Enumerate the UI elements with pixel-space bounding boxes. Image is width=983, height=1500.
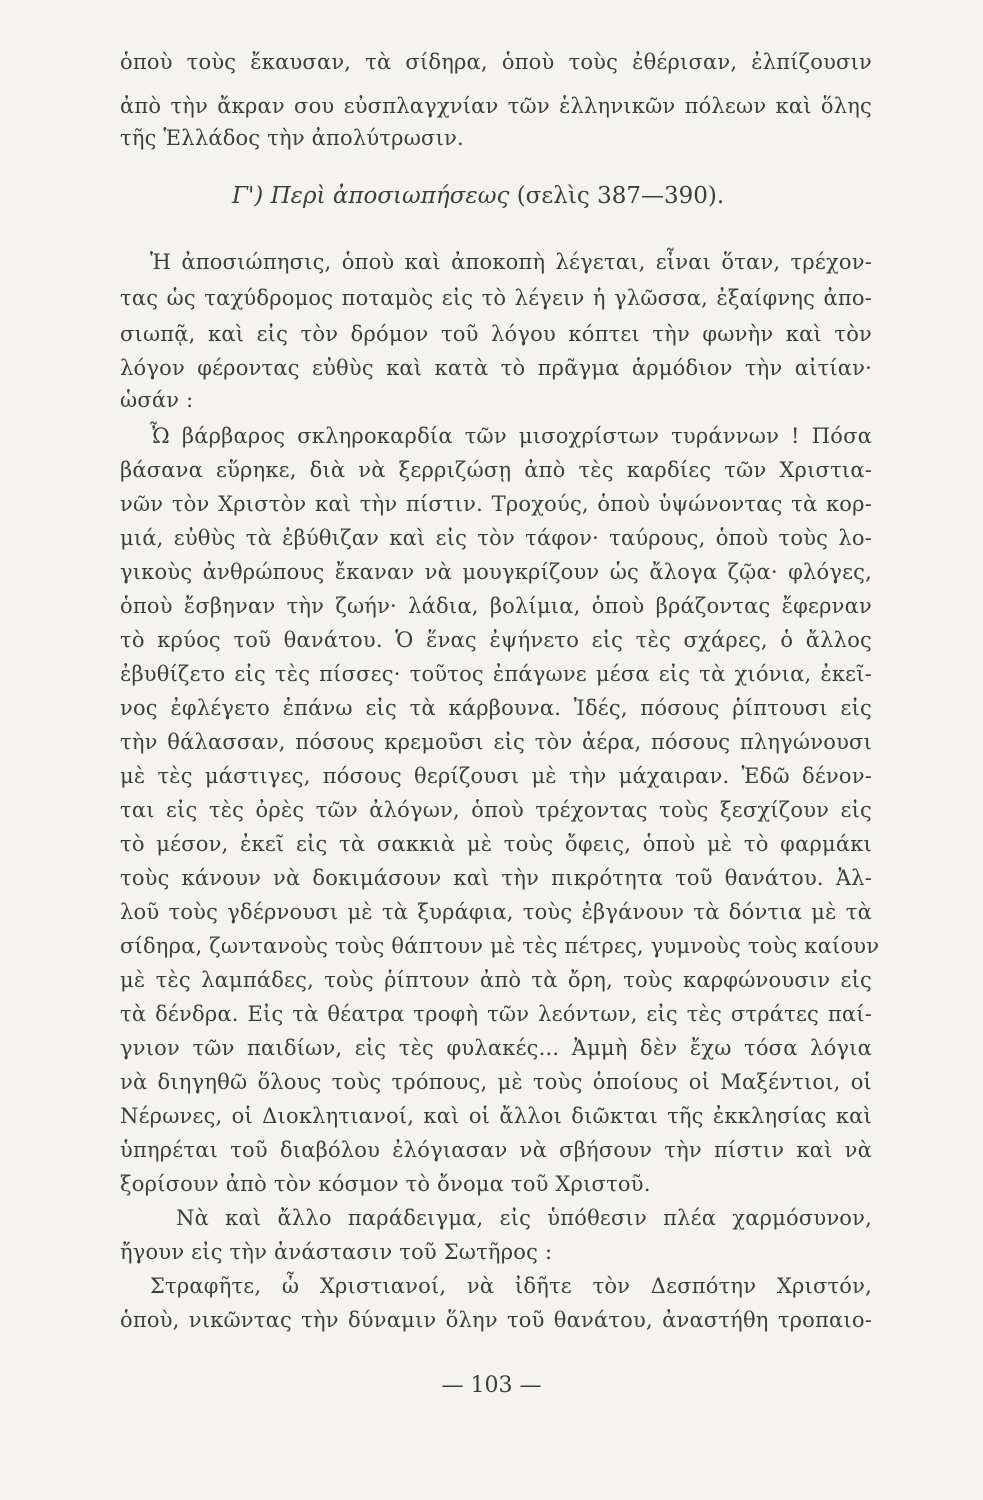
text-line: τὴν θάλασσαν, πόσους κρεμοῦσι εἰς τὸν ἀέρα, πόσους πληγώνουσι: [120, 730, 872, 754]
text-line: ὑπηρέται τοῦ διαβόλου ἐλόγιασαν νὰ σβήσουν τὴν πίστιν καὶ νὰ: [120, 1138, 872, 1162]
text-line: ται εἰς τὲς ὀρὲς τῶν ἀλόγων, ὁποὺ τρέχοντας τοὺς ξεσχίζουν εἰς: [120, 798, 872, 822]
text-line: ὁποὺ τοὺς ἔκαυσαν, τὰ σίδηρα, ὁποὺ τοὺς ἐθέρισαν, ἐλπίζουσιν: [120, 50, 872, 74]
text-line: νῶν τὸν Χριστὸν καὶ τὴν πίστιν. Τροχούς, ὁποὺ ὑψώνοντας τὰ κορ-: [120, 492, 872, 516]
text-line: ἐβυθίζετο εἰς τὲς πίσσες· τοῦτος ἐπάγωνε μέσα εἰς τὰ χιόνια, ἐκεῖ-: [120, 662, 872, 686]
text-line: Στραφῆτε, ὦ Χριστιανοί, νὰ ἰδῆτε τὸν Δεσπότην Χριστόν,: [150, 1274, 872, 1298]
text-line: ξορίσουν ἀπὸ τὸν κόσμον τὸ ὄνομα τοῦ Χριστοῦ.: [120, 1172, 651, 1196]
text-line: Νέρωνες, οἱ Διοκλητιανοί, καὶ οἱ ἄλλοι διῶκται τῆς ἐκκλησίας καὶ: [120, 1104, 872, 1128]
text-line: ὁποὺ ἔσβηναν τὴν ζωήν· λάδια, βολίμια, ὁποὺ βράζοντας ἔφερναν: [120, 594, 872, 618]
text-line: λοῦ τοὺς γδέρνουσι μὲ τὰ ξυράφια, τοὺς ἐβγάνουν τὰ δόντια μὲ τὰ: [120, 900, 872, 924]
text-line: ἀπὸ τὴν ἄκραν σου εὐσπλαγχνίαν τῶν ἑλληνικῶν πόλεων καὶ ὅλης: [120, 94, 872, 118]
text-line: τὸ κρύος τοῦ θανάτου. Ὁ ἕνας ἐψήνετο εἰς τὲς σχάρες, ὁ ἄλλος: [120, 628, 872, 652]
section-label: Γ'): [232, 183, 264, 209]
section-title: Περὶ ἀποσιωπήσεως: [270, 183, 510, 209]
text-line: ὡσάν :: [120, 388, 194, 412]
text-line: γικοὺς ἀνθρώπους ἔκαναν νὰ μουγκρίζουν ὡς ἄλογα ζῷα· φλόγες,: [120, 560, 872, 584]
text-line: μὲ τὲς μάστιγες, πόσους θερίζουσι μὲ τὴν μάχαιραν. Ἐδῶ δένον-: [120, 764, 872, 788]
text-line: βάσανα εὕρηκε, διὰ νὰ ξερριζώσῃ ἀπὸ τὲς καρδίες τῶν Χριστια-: [120, 458, 872, 482]
text-line: λόγον φέροντας εὐθὺς καὶ κατὰ τὸ πρᾶγμα ἁρμόδιον τὴν αἰτίαν·: [120, 356, 872, 380]
text-line: τοὺς κάνουν νὰ δοκιμάσουν καὶ τὴν πικρότητα τοῦ θανάτου. Ἀλ-: [120, 866, 872, 890]
text-line: νος ἐφλέγετο ἐπάνω εἰς τὰ κάρβουνα. Ἰδές, πόσους ῥίπτουσι εἰς: [120, 696, 872, 720]
text-line: τῆς Ἑλλάδος τὴν ἀπολύτρωσιν.: [120, 126, 464, 150]
page-number: — 103 —: [441, 1373, 542, 1398]
text-line: τὰ δένδρα. Εἰς τὰ θέατρα τροφὴ τῶν λεόντων, εἰς τὲς στράτες παί-: [120, 1002, 872, 1026]
text-line: ὁποὺ, νικῶντας τὴν δύναμιν ὅλην τοῦ θανάτου, ἀναστήθη τροπαιο-: [120, 1308, 872, 1332]
text-line: Ἡ ἀποσιώπησις, ὁποὺ καὶ ἀποκοπὴ λέγεται, εἶναι ὅταν, τρέχον-: [150, 250, 872, 274]
text-line: νὰ διηγηθῶ ὅλους τοὺς τρόπους, μὲ τοὺς ὁποίους οἱ Μαξέντιοι, οἱ: [120, 1070, 872, 1094]
text-line: Ὦ βάρβαρος σκληροκαρδία τῶν μισοχρίστων τυράννων ! Πόσα: [150, 424, 872, 448]
text-line: τας ὡς ταχύδρομος ποταμὸς εἰς τὸ λέγειν ἡ γλῶσσα, ἐξαίφνης ἀπο-: [120, 286, 872, 310]
text-line: Νὰ καὶ ἄλλο παράδειγμα, εἰς ὑπόθεσιν πλέα χαρμόσυνον,: [176, 1206, 872, 1230]
text-line: μιά, εὐθὺς τὰ ἐβύθιζαν καὶ εἰς τὸν τάφον· ταύρους, ὁποὺ τοὺς λο-: [120, 526, 872, 550]
text-line: τὸ μέσον, ἐκεῖ εἰς τὰ σακκιὰ μὲ τοὺς ὄφεις, ὁποὺ μὲ τὸ φαρμάκι: [120, 832, 872, 856]
text-line: μὲ τὲς λαμπάδες, τοὺς ῥίπτουν ἀπὸ τὰ ὄρη, τοὺς καρφώνουσιν εἰς: [120, 968, 872, 992]
text-line: ἤγουν εἰς τὴν ἀνάστασιν τοῦ Σωτῆρος :: [120, 1240, 553, 1264]
text-line: γνιον τῶν παιδίων, εἰς τὲς φυλακές... Ἀμμὴ δὲν ἔχω τόσα λόγια: [120, 1036, 872, 1060]
section-pages: (σελὶς 387—390).: [516, 183, 725, 209]
text-line: σίδηρα, ζωντανοὺς τοὺς θάπτουν μὲ τὲς πέτρες, γυμνοὺς τοὺς καίουν: [120, 934, 880, 958]
text-line: σιωπᾷ, καὶ εἰς τὸν δρόμον τοῦ λόγου κόπτει τὴν φωνὴν καὶ τὸν: [120, 322, 872, 346]
section-heading: [232, 182, 724, 210]
